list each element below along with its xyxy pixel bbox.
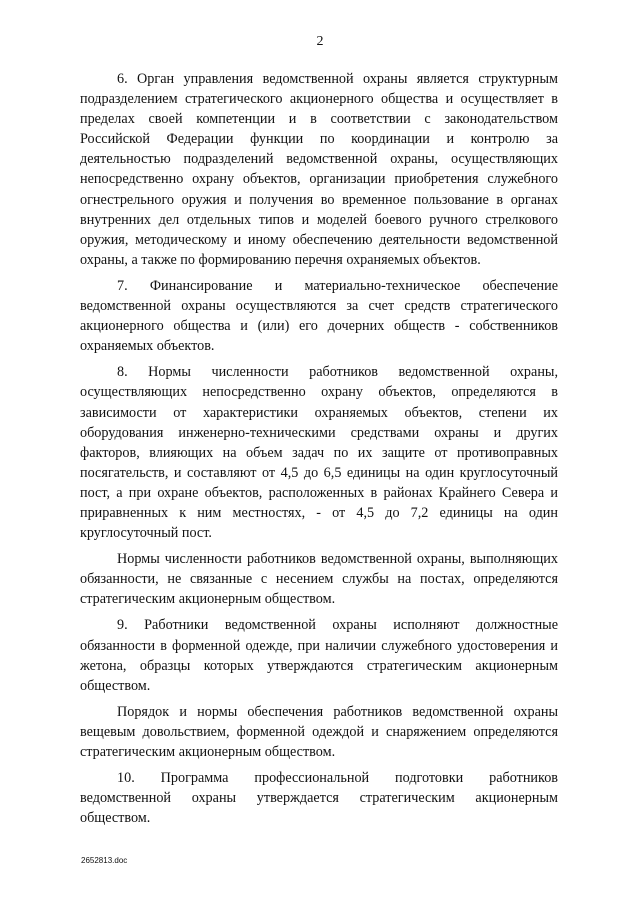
paragraph-item-8-norms: Нормы численности работников ведомственной охраны, выполняющих обязанности, не связанные с несением службы на постах, определяются стратегическим акционерным обществом. [80, 551, 558, 608]
page-number: 2 [316, 34, 324, 49]
paragraph-item-9-supply: Порядок и нормы обеспечения работников ведомственной охраны вещевым довольствием, форменной одеждой и снаряжением определяются стратегическим акционерным обществом. [80, 703, 558, 760]
paragraph-item-9: 9. Работники ведомственной охраны исполняют должностные обязанности в форменной одежде, при наличии служебного удостоверения и жетона, образцы которых утверждаются стратегическим акционерным обществом. [80, 617, 558, 694]
paragraph-item-8: 8. Нормы численности работников ведомственной охраны, осуществляющих непосредственно охрану объектов, определяются в зависимости от характеристики охраняемых объектов, степени их оборудования инженерно-техническими средствами охраны и других факторов, влияющих на объем задач по их защите от противоправных посягательств, и составляют от 4,5 до 6,5 единицы на один круглосуточный пост, а при охране объектов, расположенных в районах Крайнего Севера и приравненных к ним местностях, - от 4,5 до 7,2 единицы на один круглосуточный пост. [80, 364, 558, 542]
paragraph-item-7: 7. Финансирование и материально-техническое обеспечение ведомственной охраны осуществляются за счет средств стратегического акционерного общества и (или) его дочерних обществ - собственников охраняемых объектов. [80, 277, 558, 355]
paragraph-item-10: 10. Программа профессиональной подготовки работников ведомственной охраны утверждается стратегическим акционерным обществом. [80, 770, 558, 827]
paragraph-item-6: 6. Орган управления ведомственной охраны является структурным подразделением стратегического акционерного общества и осуществляет в пределах своей компетенции и в соответствии с законодательством Российской Федерации функции по координации и контролю за деятельностью подразделений ведомственной охраны, осуществляющих непосредственно охрану объектов, организации приобретения служебного огнестрельного оружия и получения во временное пользование в органах внутренних дел отдельных типов и моделей боевого ручного стрелкового оружия, методическому и иному обеспечению деятельности ведомственной охраны, а также по формированию перечня охраняемых объектов. [80, 71, 558, 268]
footer-filename: 2652813.doc [81, 856, 128, 865]
document-body [80, 69, 558, 834]
